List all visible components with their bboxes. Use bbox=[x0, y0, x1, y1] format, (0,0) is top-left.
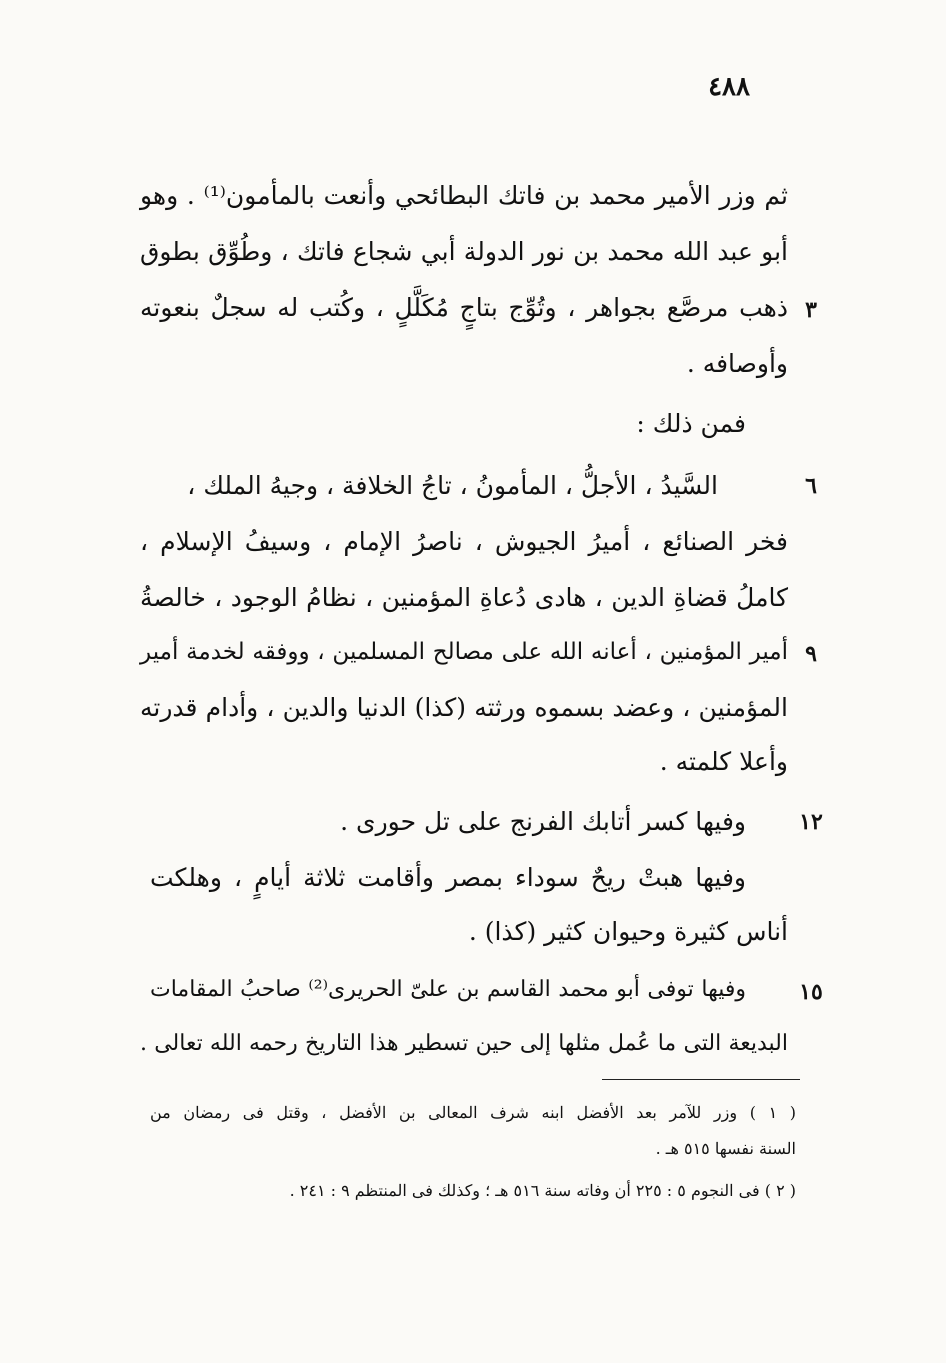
text-line: فخر الصنائع ، أميرُ الجيوش ، ناصرُ الإمام ، وسيفُ الإسلام ، bbox=[140, 527, 788, 556]
footnote-separator bbox=[602, 1079, 800, 1080]
line-number: ٣ bbox=[805, 297, 817, 323]
page-number: ٤٨٨ bbox=[708, 72, 750, 102]
line-number: ٦ bbox=[805, 473, 817, 499]
text-line: ذهب مرصَّع بجواهر ، وتُوِّج بتاجٍ مُكَلَّلٍ ، وكُتب له سجلٌ بنعوته bbox=[140, 293, 788, 322]
text-line: أناس كثيرة وحيوان كثير (كذا) . bbox=[468, 917, 788, 946]
footnote: ( ٢ ) فى النجوم ٥ : ٢٢٥ أن وفاته سنة ٥١٦ هـ ؛ وكذلك فى المنتظم ٩ : ٢٤١ . bbox=[289, 1181, 796, 1200]
text-line: وفيها توفى أبو محمد القاسم بن علىّ الحريرى⁽²⁾ صاحبُ المقامات bbox=[150, 977, 746, 1002]
text-line: ثم وزر الأمير محمد بن فاتك البطائحي وأنعت بالمأمون⁽¹⁾ . وهو bbox=[140, 181, 788, 210]
text-line: وأعلا كلمته . bbox=[659, 747, 788, 776]
text-line: وأوصافه . bbox=[686, 349, 788, 378]
footnote: ( ١ ) وزر للآمر بعد الأفضل ابنه شرف المعالى بن الأفضل ، وقتل فى رمضان من bbox=[150, 1103, 797, 1122]
text-line: أبو عبد الله محمد بن نور الدولة أبي شجاع فاتك ، وطُوِّق بطوق bbox=[140, 237, 788, 266]
text-line: فمن ذلك : bbox=[636, 409, 746, 438]
text-line: وفيها هبتْ ريحٌ سوداء بمصر وأقامت ثلاثة أيامٍ ، وهلكت bbox=[150, 863, 746, 892]
text-line: وفيها كسر أتابك الفرنج على تل حورى . bbox=[340, 807, 746, 836]
text-line: المؤمنين ، وعضد بسموه ورثته (كذا) الدنيا والدين ، وأدام قدرته bbox=[140, 693, 788, 722]
text-line: كاملُ قضاةِ الدين ، هادى دُعاةِ المؤمنين ، نظامُ الوجود ، خالصةُ bbox=[140, 583, 788, 612]
text-line: أمير المؤمنين ، أعانه الله على مصالح المسلمين ، ووفقه لخدمة أمير bbox=[140, 639, 788, 665]
text-line: البديعة التى ما عُمل مثلها إلى حين تسطير هذا التاريخ رحمه الله تعالى . bbox=[140, 1031, 788, 1056]
line-number: ١٢ bbox=[799, 809, 823, 835]
line-number: ١٥ bbox=[799, 979, 823, 1005]
line-number: ٩ bbox=[805, 641, 817, 667]
footnote: السنة نفسها ٥١٥ هـ . bbox=[655, 1139, 796, 1158]
text-line: السَّيدُ ، الأجلُّ ، المأمونُ ، تاجُ الخلافة ، وجيهُ الملك ، bbox=[187, 471, 718, 500]
